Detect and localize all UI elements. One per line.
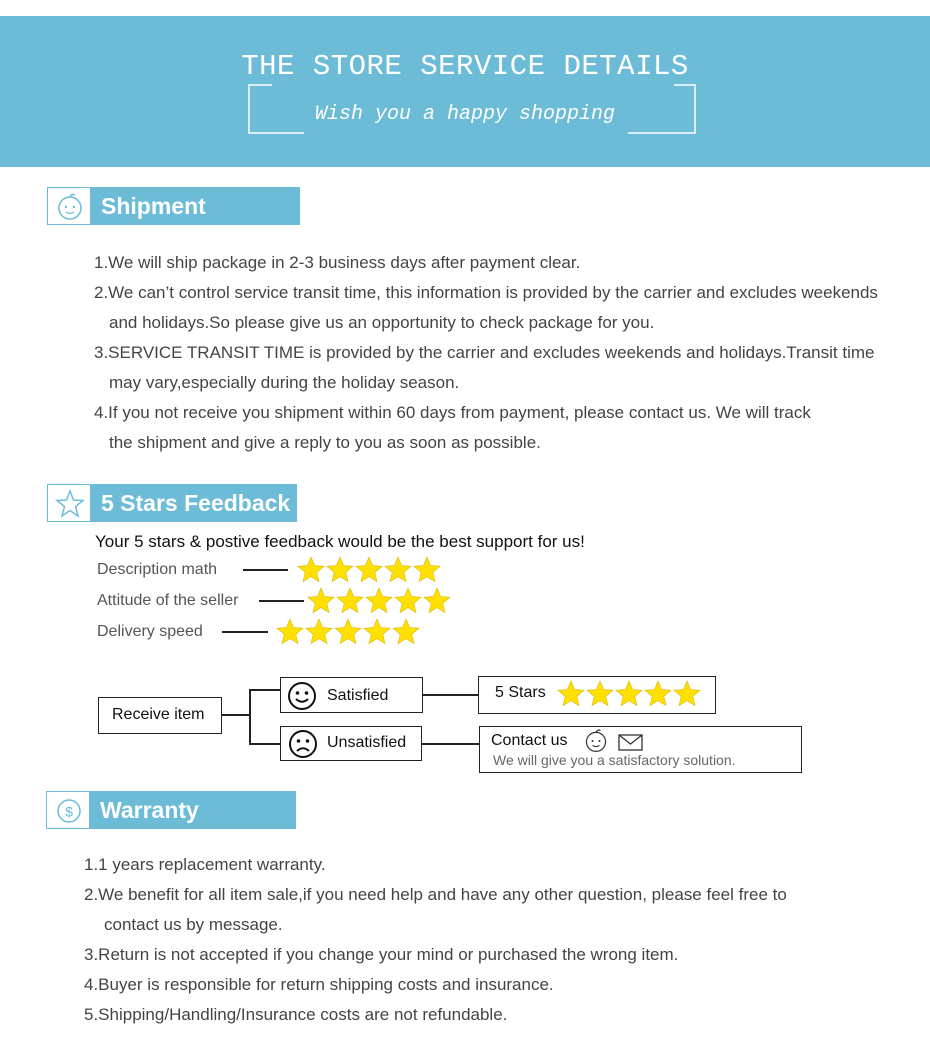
- happy-face-icon: [287, 681, 317, 716]
- feedback-header: [47, 484, 297, 522]
- warranty-line: contact us by message.: [104, 915, 283, 934]
- shipment-line: and holidays.So please give us an opportunity to check package for you.: [109, 313, 655, 332]
- dollar-coin-icon: [46, 791, 90, 829]
- star-icon: [558, 681, 584, 706]
- star-icon: [306, 619, 332, 644]
- star-icon: [395, 588, 421, 613]
- receive-item-label: Receive item: [112, 706, 205, 723]
- satisfied-label: Satisfied: [327, 687, 389, 704]
- warranty-line: 3.Return is not accepted if you change your mind or purchased the wrong item.: [84, 945, 679, 964]
- star-icon: [327, 557, 353, 582]
- connector-line: [249, 689, 280, 691]
- shipment-header: [47, 187, 300, 225]
- star-icon: [298, 557, 324, 582]
- shipment-line: the shipment and give a reply to you as soon as possible.: [109, 433, 541, 452]
- star-icon: [674, 681, 700, 706]
- unsatisfied-label: Unsatisfied: [327, 734, 407, 751]
- rating-stars: [297, 556, 444, 589]
- dash-line: [243, 569, 288, 571]
- star-icon: [366, 588, 392, 613]
- warranty-heading: Warranty: [100, 797, 199, 823]
- smiley-face-icon: [47, 187, 91, 225]
- header-banner: [0, 16, 930, 167]
- rating-label: Description math: [97, 561, 218, 578]
- star-icon: [616, 681, 642, 706]
- connector-line: [249, 689, 251, 744]
- banner-title: THE STORE SERVICE DETAILS: [241, 50, 689, 83]
- warranty-line: 4.Buyer is responsible for return shipping costs and insurance.: [84, 975, 554, 994]
- shipment-line: may vary,especially during the holiday season.: [109, 373, 460, 392]
- star-icon: [587, 681, 613, 706]
- star-icon: [385, 557, 411, 582]
- dash-line: [222, 631, 268, 633]
- rating-label: Attitude of the seller: [97, 592, 239, 609]
- star-icon: [364, 619, 390, 644]
- rating-stars: [307, 587, 454, 620]
- shipment-line: 3.SERVICE TRANSIT TIME is provided by the carrier and excludes weekends and holidays.Transit time: [94, 343, 875, 362]
- star-icon: [424, 588, 450, 613]
- shipment-heading: Shipment: [101, 193, 206, 219]
- rating-label: Delivery speed: [97, 623, 203, 640]
- sad-face-icon: [288, 729, 318, 764]
- warranty-line: 2.We benefit for all item sale,if you need help and have any other question, please feel free to: [84, 885, 787, 904]
- star-icon: [645, 681, 671, 706]
- feedback-intro: Your 5 stars & postive feedback would be the best support for us!: [95, 532, 585, 551]
- rating-stars: [276, 618, 423, 651]
- star-icon: [337, 588, 363, 613]
- connector-line: [422, 743, 479, 745]
- dash-line: [259, 600, 304, 602]
- banner-subtitle: Wish you a happy shopping: [314, 103, 616, 126]
- five-stars-label: 5 Stars: [495, 684, 546, 701]
- svg-text:$: $: [65, 803, 73, 820]
- connector-line: [423, 694, 478, 696]
- star-icon: [393, 619, 419, 644]
- star-icon: [308, 588, 334, 613]
- star-icon: [277, 619, 303, 644]
- contact-note: We will give you a satisfactory solution.: [493, 752, 736, 768]
- warranty-line: 1.1 years replacement warranty.: [84, 855, 326, 874]
- feedback-heading: 5 Stars Feedback: [101, 490, 291, 516]
- connector-line: [222, 714, 250, 716]
- warranty-header: [46, 791, 296, 829]
- star-icon: [356, 557, 382, 582]
- star-icon: [335, 619, 361, 644]
- shipment-line: 2.We can’t control service transit time, this information is provided by the carrier and excludes weekends: [94, 283, 878, 302]
- shipment-line: 1.We will ship package in 2-3 business days after payment clear.: [94, 253, 581, 272]
- contact-label: Contact us: [491, 732, 568, 749]
- star-outline-icon: [47, 484, 91, 522]
- star-icon: [414, 557, 440, 582]
- warranty-line: 5.Shipping/Handling/Insurance costs are not refundable.: [84, 1005, 508, 1024]
- five-stars-rating: [557, 680, 704, 713]
- connector-line: [249, 743, 280, 745]
- shipment-line: 4.If you not receive you shipment within 60 days from payment, please contact us. We will track: [94, 403, 811, 422]
